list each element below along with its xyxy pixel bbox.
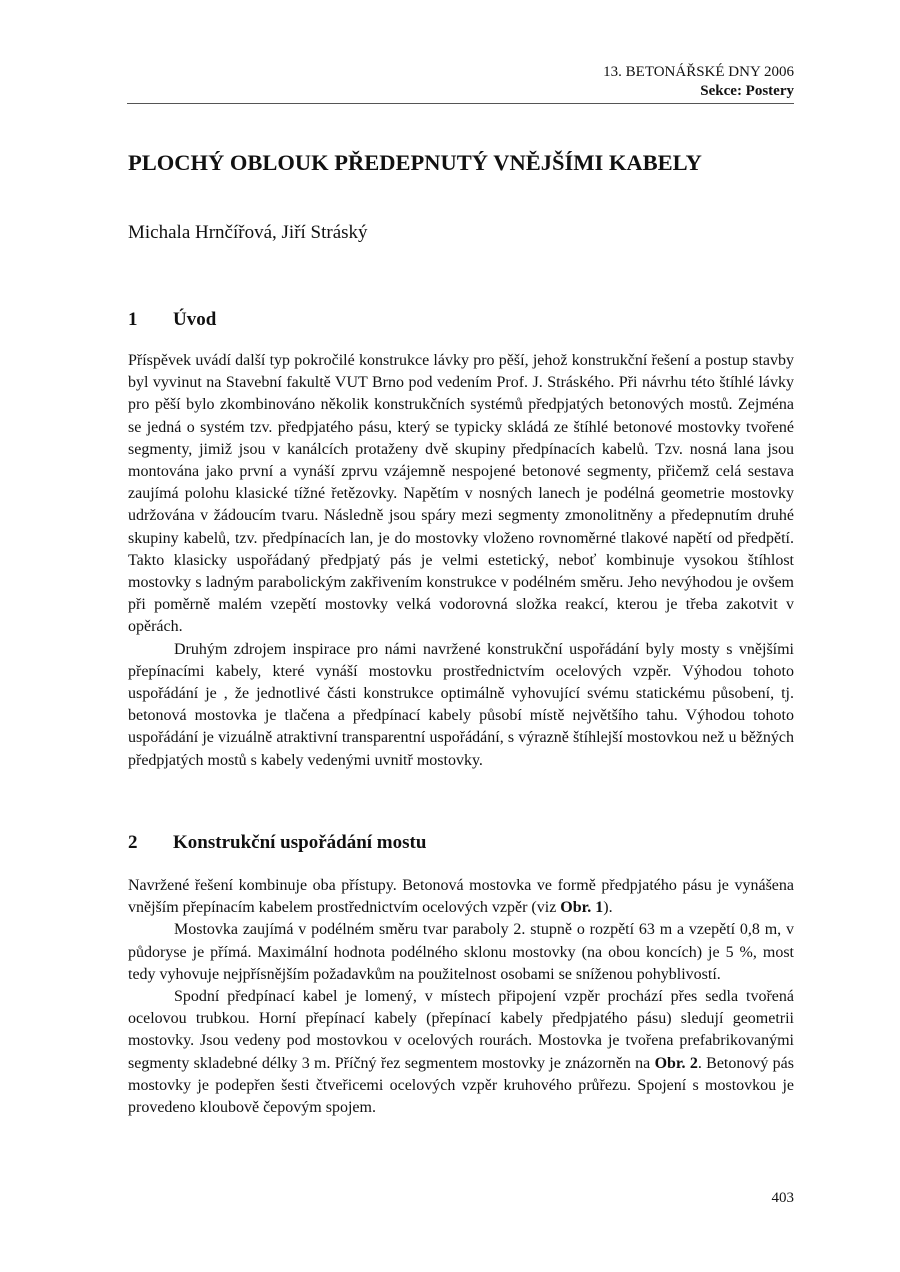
section-title: Konstrukční uspořádání mostu: [173, 832, 427, 853]
section-heading-2: [128, 832, 426, 854]
text-run: . Betonový pás mostovky je podepřen šesti čtveřicemi ocelových vzpěr kruhového průřezu. Spojení s mostovkou je provedeno kloubově čepovým spojem.: [128, 1054, 794, 1117]
paper-title: PLOCHÝ OBLOUK PŘEDEPNUTÝ VNĚJŠÍMI KABELY: [128, 150, 702, 175]
section-2-body: [128, 875, 794, 1119]
paragraph: Příspěvek uvádí další typ pokročilé konstrukce lávky pro pěší, jehož konstrukční řešení a postup stavby byl vyvinut na Stavební fakultě VUT Brno pod vedením Prof. J. Stráského. Při návrhu této štíhlé lávky pro pěší bylo zkombinováno několik konstrukčních systémů předpjatých betonových mostů. Zejména se jedná o systém tzv. předpjatého pásu, který se typicky skládá ze štíhlé betonové mostovky tvořené segmenty, jimiž jsou v kanálcích protaženy dvě skupiny předpínacích kabelů. Tzv. nosná lana jsou montována jako první a vynáší zprvu vzájemně nespojené betonové segmenty, přičemž celá sestava zaujímá polohu klasické tížné řetězovky. Napětím v nosných lanech je podélná geometrie mostovky udržována v žádoucím tvaru. Následně jsou spáry mezi segmenty zmonolitněny a předepnutím druhé skupiny kabelů, tzv. předpínacích lan, je do mostovky vloženo rovnoměrné tlakové napětí od předpětí. Takto klasicky uspořádaný předpjatý pás je velmi estetický, neboť kombinuje vysokou štíhlost mostovky s ladným parabolickým zakřivením konstrukce v podélném směru. Jeho nevýhodou je ovšem při poměrně malém vzepětí mostovky velká vodorovná složka reakcí, kterou je třeba zakotvit v opěrách.: [128, 352, 794, 636]
conference-name: 13. BETONÁŘSKÉ DNY 2006: [603, 64, 794, 80]
text-run: Navržené řešení kombinuje oba přístupy. Betonová mostovka ve formě předpjatého pásu je vynášena vnějším přepínacím kabelem prostřednictvím ocelových vzpěr (viz: [128, 877, 794, 917]
paragraph: [128, 875, 794, 919]
section-heading-1: [128, 309, 216, 331]
section-number: 1: [128, 309, 138, 330]
header-divider: [127, 103, 794, 104]
section-number: 2: [128, 832, 138, 853]
paragraph: Druhým zdrojem inspirace pro námi navržené konstrukční uspořádání byly mosty s vnějšími přepínacími kabely, které vynáší mostovku prostřednictvím ocelových vzpěr. Výhodou tohoto uspořádání je , že jednotlivé části konstrukce optimálně vyhovující svému statickému působení, tj. betonová mostovka je tlačena a předpínací kabely působí místě největšího tahu. Výhodou tohoto uspořádání je vizuálně atraktivní transparentní uspořádání, s výrazně štíhlejší mostovkou než u běžných předpjatých mostů s kabely vedenými uvnitř mostovky.: [128, 640, 794, 769]
text-run: ).: [603, 899, 613, 917]
paragraph: [128, 986, 794, 1119]
authors: Michala Hrnčířová, Jiří Stráský: [128, 222, 368, 243]
running-header: [127, 63, 794, 101]
section-1-body: [128, 350, 794, 772]
section-title: Úvod: [173, 309, 217, 330]
figure-reference: Obr. 1: [560, 899, 604, 917]
text-run: Spodní předpínací kabel je lomený, v místech připojení vzpěr prochází přes sedla tvořená ocelovou trubkou. Horní přepínací kabely (přepínací kabely předpjatého pásu) sledují geometrii mostovky. Jsou vedeny pod mostovkou v ocelových rourách. Mostovka je tvořena prefabrikovanými segmenty skladebné délky 3 m. Příčný řez segmentem mostovky je znázorněn na: [128, 988, 794, 1072]
section-name: Sekce: Postery: [700, 83, 794, 99]
paragraph: Mostovka zaujímá v podélném směru tvar paraboly 2. stupně o rozpětí 63 m a vzepětí 0,8 m, v půdoryse je přímá. Maximální hodnota podélného sklonu mostovky (na obou koncích) je 5 %, most tedy vyhovuje nejpřísnějším požadavkům na použitelnost osobami se sníženou pohyblivostí.: [128, 921, 794, 983]
page-number: 403: [771, 1190, 794, 1206]
figure-reference: Obr. 2: [654, 1054, 698, 1072]
